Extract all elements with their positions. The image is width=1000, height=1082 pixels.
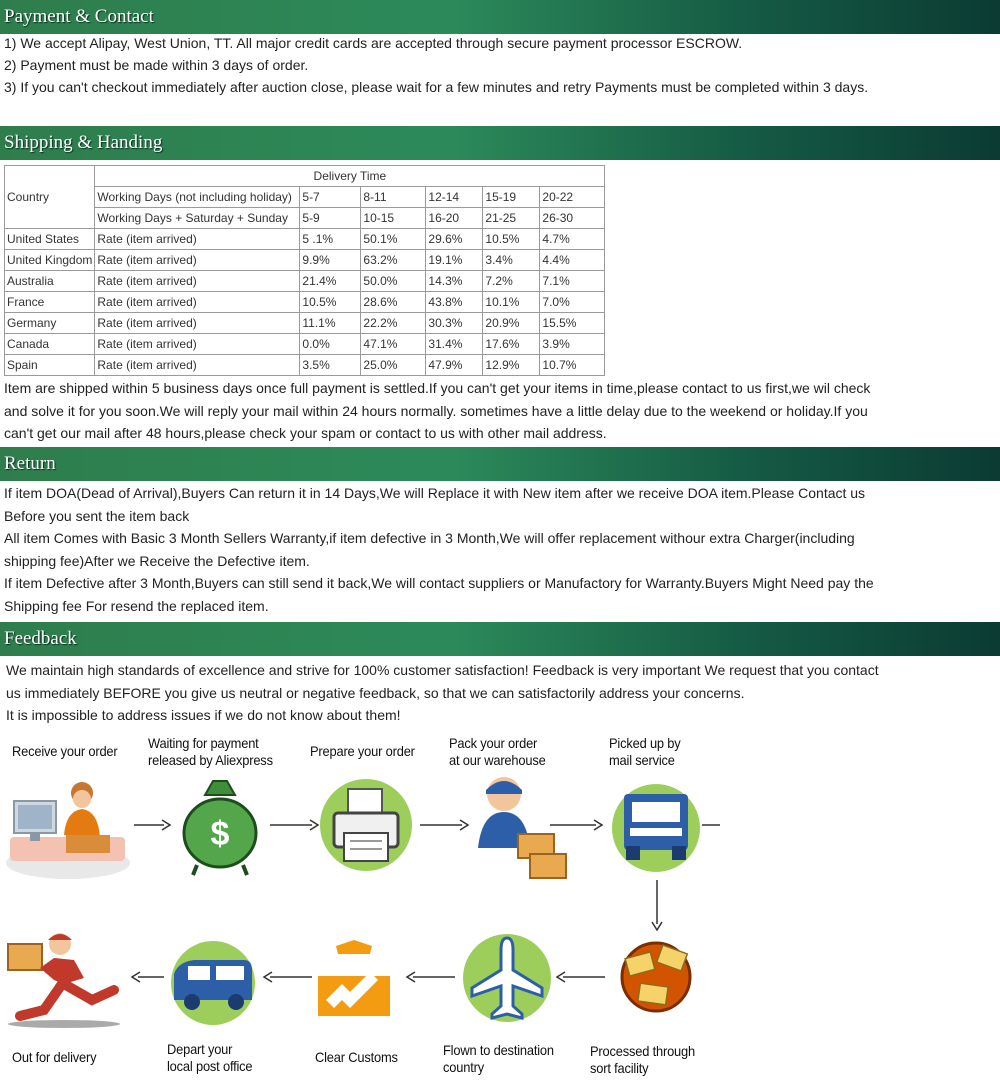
country-cell: United Kingdom <box>5 250 95 271</box>
table-row <box>5 313 605 334</box>
payment-header: Payment & Contact <box>0 0 1000 34</box>
rate-cell: 4.7% <box>540 229 605 250</box>
country-cell: France <box>5 292 95 313</box>
rate-cell: 9.9% <box>300 250 361 271</box>
rate-cell: 47.1% <box>361 334 426 355</box>
payment-line-3: 3) If you can't checkout immediately after auction close, please wait for a few minutes and retry Payments must be completed within 3 days. <box>4 79 869 95</box>
van-icon <box>164 938 262 1028</box>
step-label-pack: Pack your order at our warehouse <box>449 735 546 768</box>
flow-arrow-left <box>555 970 607 984</box>
rate-cell: 28.6% <box>361 292 426 313</box>
rate-cell: 7.2% <box>483 271 540 292</box>
feedback-text: We maintain high standards of excellence and strive for 100% customer satisfaction! Feedback is very important We request that you contact us immediately BEFORE you give us neutral or negative feedback, so that we can satisfactorily address your concerns. It is impossible to address issues if we do not know about them! <box>6 662 879 723</box>
flow-arrow-right <box>132 818 172 832</box>
rate-label-cell: Rate (item arrived) <box>95 271 300 292</box>
table-cell: 16-20 <box>426 208 483 229</box>
rate-cell: 17.6% <box>483 334 540 355</box>
table-row <box>5 334 605 355</box>
table-cell: 5-9 <box>300 208 361 229</box>
table-row <box>5 292 605 313</box>
rate-cell: 3.5% <box>300 355 361 376</box>
step-label-depart: Depart your local post office <box>167 1041 253 1074</box>
rate-cell: 10.5% <box>300 292 361 313</box>
return-text: If item DOA(Dead of Arrival),Buyers Can return it in 14 Days,We will Replace it with New item after we receive DOA item.Please Contact us Before you sent the item back All item Comes with Basic 3 Month Sellers Warranty,if item defective in 3 Month,We will offer replacement withour extra Charger(including shipping fee)After we Receive the Defective item. If item Defective after 3 Month,Buyers can still send it back,We will contact suppliers or Manufactory for Warranty.Buyers Might Need pay the Shipping fee For resend the replaced item. <box>4 485 874 614</box>
rate-cell: 25.0% <box>361 355 426 376</box>
rate-cell: 50.1% <box>361 229 426 250</box>
rate-cell: 10.1% <box>483 292 540 313</box>
flow-arrow-left <box>130 970 166 984</box>
rate-cell: 63.2% <box>361 250 426 271</box>
step-label-pickup: Picked up by mail service <box>609 735 681 768</box>
table-cell: 15-19 <box>483 187 540 208</box>
delivery-time-header: Delivery Time <box>95 166 605 187</box>
table-row <box>5 250 605 271</box>
rate-label-cell: Rate (item arrived) <box>95 313 300 334</box>
step-label-receive: Receive your order <box>12 743 118 759</box>
table-cell: 8-11 <box>361 187 426 208</box>
country-cell: United States <box>5 229 95 250</box>
working-days-label: Working Days (not including holiday) <box>95 187 300 208</box>
flow-arrow-left <box>405 970 457 984</box>
rate-label-cell: Rate (item arrived) <box>95 292 300 313</box>
table-cell: 26-30 <box>540 208 605 229</box>
feedback-header: Feedback <box>0 622 1000 656</box>
table-row <box>5 355 605 376</box>
rate-cell: 3.9% <box>540 334 605 355</box>
svg-text:$: $ <box>210 815 230 853</box>
country-cell: Germany <box>5 313 95 334</box>
table-cell: 10-15 <box>361 208 426 229</box>
rate-cell: 19.1% <box>426 250 483 271</box>
flow-arrow-down <box>650 878 664 932</box>
rate-label-cell: Rate (item arrived) <box>95 355 300 376</box>
country-cell: Canada <box>5 334 95 355</box>
rate-cell: 12.9% <box>483 355 540 376</box>
table-cell: 21-25 <box>483 208 540 229</box>
rate-cell: 7.0% <box>540 292 605 313</box>
step-label-payment: Waiting for payment released by Aliexpress <box>148 735 273 768</box>
rate-cell: 21.4% <box>300 271 361 292</box>
rate-cell: 0.0% <box>300 334 361 355</box>
rate-cell: 29.6% <box>426 229 483 250</box>
return-header: Return <box>0 447 1000 481</box>
country-cell: Australia <box>5 271 95 292</box>
rate-cell: 30.3% <box>426 313 483 334</box>
table-cell: 5-7 <box>300 187 361 208</box>
table-row <box>5 271 605 292</box>
country-header: Country <box>5 166 95 229</box>
flow-arrow-left <box>262 970 314 984</box>
courier-runner-icon <box>4 930 134 1030</box>
flow-connector <box>700 818 722 832</box>
airplane-icon <box>462 930 552 1026</box>
table-cell: 12-14 <box>426 187 483 208</box>
step-label-prepare: Prepare your order <box>310 743 415 759</box>
rate-label-cell: Rate (item arrived) <box>95 334 300 355</box>
rate-cell: 5 .1% <box>300 229 361 250</box>
step-label-customs: Clear Customs <box>315 1049 398 1065</box>
money-bag-icon <box>175 777 265 877</box>
flow-arrow-right <box>268 818 320 832</box>
rate-label-cell: Rate (item arrived) <box>95 229 300 250</box>
rate-cell: 3.4% <box>483 250 540 271</box>
payment-line-2: 2) Payment must be made within 3 days of order. <box>4 57 309 73</box>
rate-cell: 20.9% <box>483 313 540 334</box>
rate-cell: 7.1% <box>540 271 605 292</box>
globe-mail-icon <box>615 933 697 1021</box>
payment-line-1: 1) We accept Alipay, West Union, TT. All major credit cards are accepted through secure payment processor ESCROW. <box>4 35 743 51</box>
step-label-flown: Flown to destination country <box>443 1042 554 1075</box>
weekend-days-label: Working Days + Saturday + Sunday <box>95 208 300 229</box>
shipping-rate-table <box>4 165 605 376</box>
rate-cell: 47.9% <box>426 355 483 376</box>
flow-arrow-right <box>548 818 604 832</box>
step-label-delivery: Out for delivery <box>12 1049 97 1065</box>
shipping-note: Item are shipped within 5 business days once full payment is settled.If you can't get your items in time,please contact to us first,we wil check and solve it for you soon.We will reply your mail within 24 hours normally. sometimes have a little delay due to the weekend or holiday.If you can't get our mail after 48 hours,please check your spam or contact to us with other mail address. <box>4 380 871 441</box>
rate-cell: 14.3% <box>426 271 483 292</box>
rate-label-cell: Rate (item arrived) <box>95 250 300 271</box>
customs-icon <box>312 940 396 1020</box>
rate-cell: 4.4% <box>540 250 605 271</box>
rate-cell: 22.2% <box>361 313 426 334</box>
shipping-header: Shipping & Handing <box>0 126 1000 160</box>
printer-icon <box>318 775 414 875</box>
rate-cell: 11.1% <box>300 313 361 334</box>
rate-cell: 50.0% <box>361 271 426 292</box>
truck-icon <box>608 780 704 876</box>
step-label-sort: Processed through sort facility <box>590 1043 695 1076</box>
table-row <box>5 229 605 250</box>
rate-cell: 43.8% <box>426 292 483 313</box>
country-cell: Spain <box>5 355 95 376</box>
table-cell: 20-22 <box>540 187 605 208</box>
rate-cell: 31.4% <box>426 334 483 355</box>
computer-user-icon <box>4 775 132 883</box>
flow-arrow-right <box>418 818 470 832</box>
rate-cell: 15.5% <box>540 313 605 334</box>
rate-cell: 10.7% <box>540 355 605 376</box>
rate-cell: 10.5% <box>483 229 540 250</box>
